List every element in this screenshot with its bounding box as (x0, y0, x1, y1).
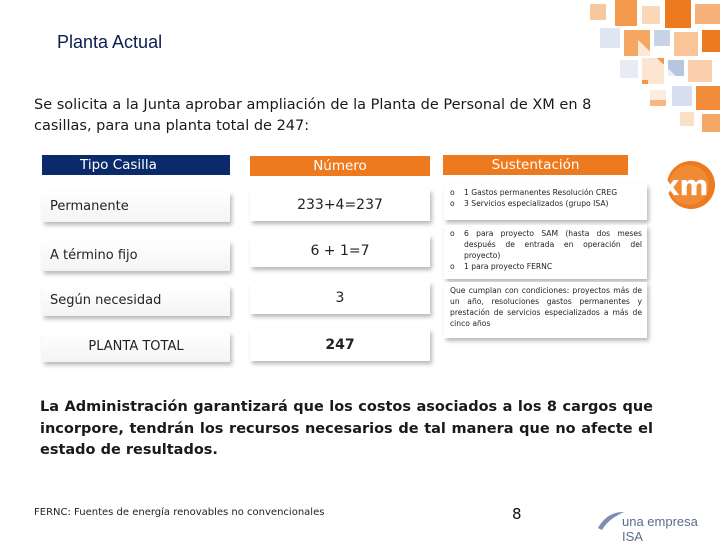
page-title: Planta Actual (57, 32, 163, 52)
sustentacion-item: o 6 para proyecto SAM (hasta dos meses después de entrada en operación del proyecto) (450, 228, 642, 261)
footnote: FERNC: Fuentes de energía renovables no convencionales (34, 507, 325, 518)
xm-logo-text: xm (661, 169, 709, 202)
header-sustentacion: Sustentación (443, 155, 628, 175)
row-value-termino-fijo: 6 + 1=7 (250, 235, 430, 267)
row-label-termino-fijo: A término fijo (42, 241, 230, 271)
page-number: 8 (512, 505, 522, 523)
row-value-segun-necesidad: 3 (250, 282, 430, 314)
sustentacion-paragraph: Que cumplan con condiciones: proyectos más de un año, resoluciones gastos permanentes y prestación de servicios especializados a más de cinco años (450, 286, 642, 328)
row-label-planta-total: PLANTA TOTAL (42, 332, 230, 362)
xm-logo (655, 160, 717, 210)
sustentacion-segun-necesidad (444, 282, 647, 338)
row-label-segun-necesidad: Según necesidad (42, 286, 230, 316)
header-numero: Número (250, 156, 430, 176)
row-label-permanente: Permanente (42, 192, 230, 222)
sustentacion-item: o 1 para proyecto FERNC (450, 261, 642, 272)
sustentacion-termino-fijo (444, 225, 647, 279)
statement-text: La Administración garantizará que los costos asociados a los 8 cargos que incorpore, tendrán los recursos necesarios de tal manera que no afecte el estado de resultados. (40, 399, 653, 458)
sustentacion-item: o 1 Gastos permanentes Resolución CREG (450, 187, 642, 198)
header-tipo-casilla: Tipo Casilla (42, 155, 230, 175)
intro-text: Se solicita a la Junta aprobar ampliación de la Planta de Personal de XM en 8 casillas, para una planta total de 247: (34, 97, 592, 134)
brand-tagline: una empresa ISA (622, 514, 698, 544)
sustentacion-item: o 3 Servicios especializados (grupo ISA) (450, 198, 642, 209)
row-value-permanente: 233+4=237 (250, 189, 430, 221)
sustentacion-permanente (444, 184, 647, 220)
row-value-planta-total: 247 (250, 329, 430, 361)
